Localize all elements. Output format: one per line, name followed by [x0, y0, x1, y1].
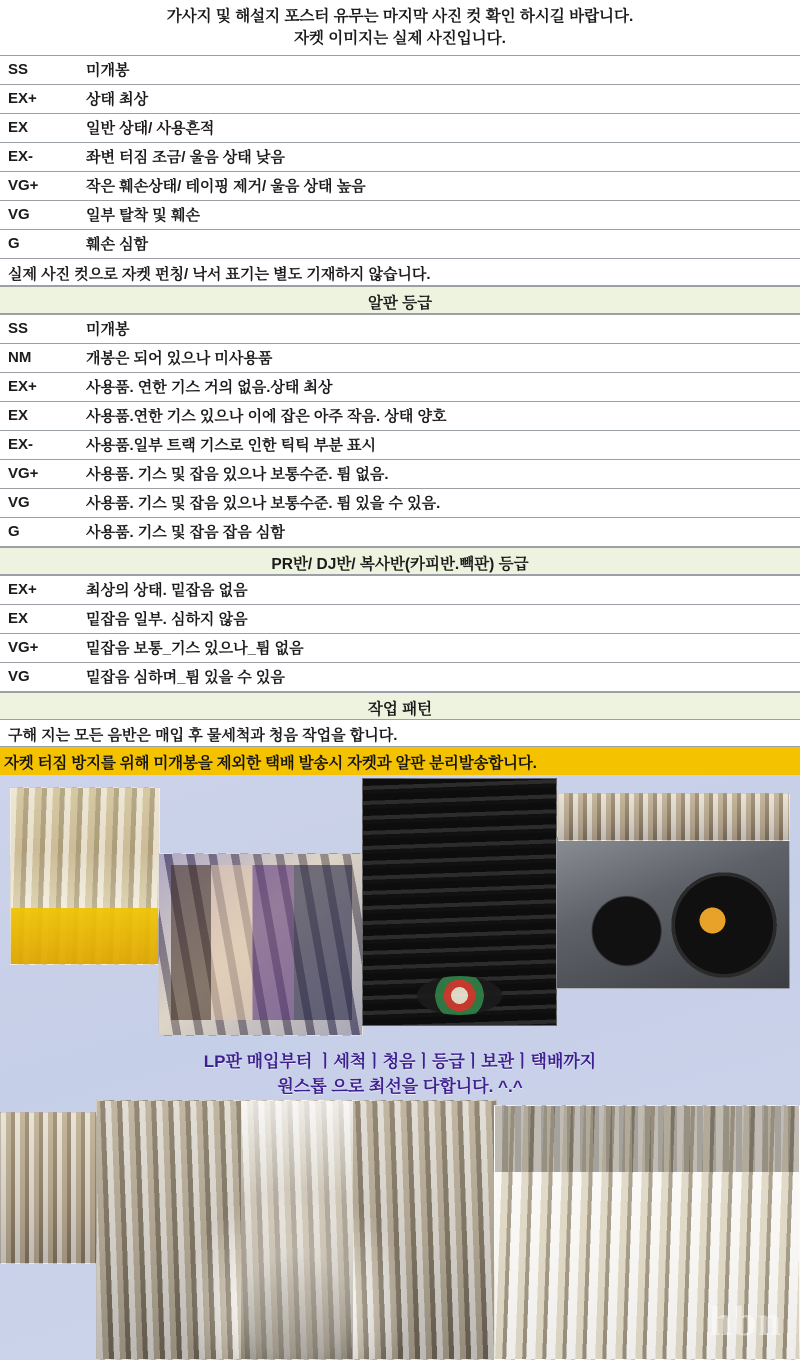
table-row	[0, 55, 800, 84]
table-row	[0, 200, 800, 229]
grade-code: VG+	[0, 459, 78, 488]
grade-code: EX-	[0, 142, 78, 171]
grade-code: SS	[0, 314, 78, 343]
work-section-header: 작업 패턴	[0, 692, 800, 720]
table-row	[0, 633, 800, 662]
photo-collage	[0, 775, 800, 1360]
watermark: hbn	[708, 1298, 782, 1345]
photo-record-crates	[10, 787, 160, 965]
table-row	[0, 343, 800, 372]
grade-desc: 개봉은 되어 있으나 미사용품	[78, 343, 800, 372]
grade-desc: 사용품.연한 기스 있으나 이에 잡은 아주 작음. 상태 양호	[78, 401, 800, 430]
photo-album-sleeves	[158, 853, 363, 1036]
photo-shelf-room	[558, 793, 790, 841]
shipping-warning-strip: 자켓 터짐 방지를 위해 미개봉을 제외한 택배 발송시 자켓과 알판 분리발송합니다.	[0, 747, 800, 775]
grade-code: VG	[0, 662, 78, 691]
notice-line-2: 자켓 이미지는 실제 사진입니다.	[294, 30, 506, 48]
grade-desc: 밑잡음 보통_기스 있으나_튐 없음	[78, 633, 800, 662]
pr-section-header: PR반/ DJ반/ 복사반(카피반.빽판) 등급	[0, 547, 800, 575]
photo-vinyl-stack	[362, 778, 557, 1026]
table-row	[0, 488, 800, 517]
grade-code: SS	[0, 55, 78, 84]
grade-code: EX	[0, 113, 78, 142]
table-row	[0, 84, 800, 113]
grade-code: VG+	[0, 633, 78, 662]
collage-caption	[0, 1049, 800, 1100]
grade-desc: 일반 상태/ 사용흔적	[78, 113, 800, 142]
grade-desc: 사용품. 기스 및 잡음 잡음 심함	[78, 517, 800, 546]
grade-code: VG	[0, 488, 78, 517]
table-row	[0, 401, 800, 430]
grade-desc: 밑잡음 심하며_튐 있을 수 있음	[78, 662, 800, 691]
grade-code: EX	[0, 604, 78, 633]
grade-code: EX-	[0, 430, 78, 459]
grade-desc: 최상의 상태. 밑잡음 없음	[78, 575, 800, 604]
photo-turntable	[556, 837, 790, 989]
table-row	[0, 662, 800, 691]
table-row	[0, 517, 800, 546]
table-row	[0, 314, 800, 343]
grade-code: EX	[0, 401, 78, 430]
grade-desc: 작은 훼손상태/ 테이핑 제거/ 울음 상태 높음	[78, 171, 800, 200]
grade-code: NM	[0, 343, 78, 372]
notice-line-1: 가사지 및 해설지 포스터 유무는 마지막 사진 컷 확인 하시길 바랍니다.	[166, 8, 634, 25]
table-row	[0, 229, 800, 258]
table-row	[0, 604, 800, 633]
grade-desc: 밑잡음 일부. 심하지 않음	[78, 604, 800, 633]
table-row	[0, 171, 800, 200]
table-row	[0, 113, 800, 142]
grade-code: G	[0, 229, 78, 258]
grade-code: EX+	[0, 372, 78, 401]
grade-desc: 상태 최상	[78, 84, 800, 113]
grade-desc: 사용품. 기스 및 잡음 있으나 보통수준. 튐 없음.	[78, 459, 800, 488]
caption-line-1: LP판 매입부터 ㅣ세척ㅣ청음ㅣ등급ㅣ보관ㅣ택배까지	[203, 1051, 597, 1071]
grade-desc: 일부 탈착 및 훼손	[78, 200, 800, 229]
photo-storage-aisle	[96, 1100, 498, 1360]
table-row	[0, 459, 800, 488]
grade-code: VG	[0, 200, 78, 229]
grade-code: EX+	[0, 84, 78, 113]
grade-desc: 미개봉	[78, 55, 800, 84]
pr-grade-table	[0, 575, 800, 692]
grade-desc: 훼손 심함	[78, 229, 800, 258]
grade-code: EX+	[0, 575, 78, 604]
table-row	[0, 372, 800, 401]
jacket-grade-table	[0, 55, 800, 259]
table-row	[0, 430, 800, 459]
grade-desc: 좌변 터짐 조금/ 울음 상태 낮음	[78, 142, 800, 171]
table-row	[0, 142, 800, 171]
grade-desc: 미개봉	[78, 314, 800, 343]
top-notice	[0, 0, 800, 55]
work-note: 구해 지는 모든 음반은 매입 후 물세척과 청음 작업을 합니다.	[0, 720, 800, 747]
jacket-footnote: 실제 사진 컷으로 자켓 펀칭/ 낙서 표기는 별도 기재하지 않습니다.	[0, 259, 800, 286]
grade-desc: 사용품.일부 트랙 기스로 인한 틱틱 부분 표시	[78, 430, 800, 459]
vinyl-grade-table	[0, 314, 800, 547]
caption-line-2: 원스톱 으로 최선을 다합니다. ^.^	[277, 1077, 523, 1097]
grade-desc: 사용품. 기스 및 잡음 있으나 보통수준. 튐 있을 수 있음.	[78, 488, 800, 517]
grade-code: G	[0, 517, 78, 546]
table-row	[0, 575, 800, 604]
grade-code: VG+	[0, 171, 78, 200]
grade-desc: 사용품. 연한 기스 거의 없음.상태 최상	[78, 372, 800, 401]
vinyl-section-header: 알판 등급	[0, 286, 800, 314]
